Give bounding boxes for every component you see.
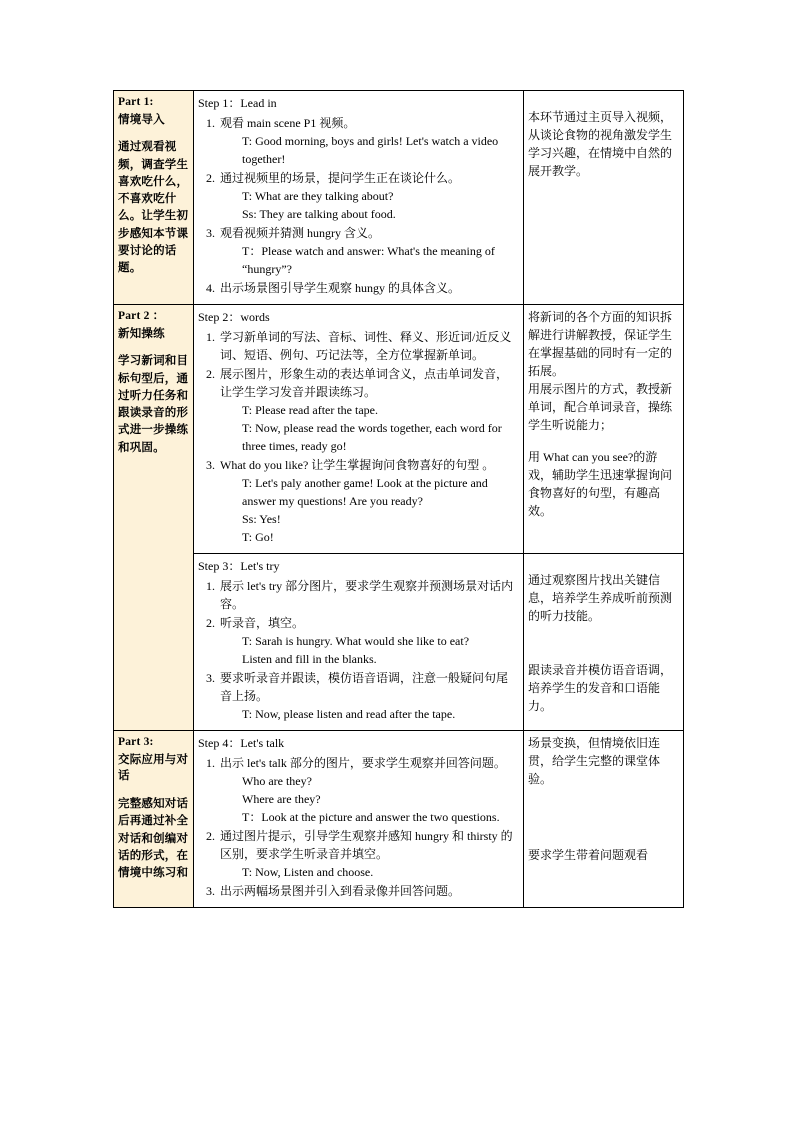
list-item: 3. 观看视频并猜测 hungry 含义。 T：Please watch and answer: What's the meaning of “hungry”? <box>218 224 519 278</box>
dialogue-line: T：Please watch and answer: What's the meaning of “hungry”? <box>242 244 495 276</box>
table-row <box>114 91 684 305</box>
note-text: 通过观察图片找出关键信息，培养学生养成听前预测的听力技能。 <box>528 573 673 623</box>
part-title: Part 3: <box>118 736 154 748</box>
list-item: 2. 通过视频里的场景，提问学生正在谈论什么。 T: What are they talking about? Ss: They are talking about food. <box>218 169 519 223</box>
step-heading: Step 2：words <box>198 310 270 324</box>
step-list <box>198 577 519 723</box>
note-text: 跟读录音并模仿语音语调，培养学生的发音和口语能力。 <box>528 663 673 713</box>
dialogue-line: Listen and fill in the blanks. <box>242 652 377 666</box>
part-subtitle: 新知操练 <box>118 327 165 340</box>
dialogue-line: T: Let's paly another game! Look at the picture and answer my questions! Are you ready? <box>242 476 488 508</box>
part-subtitle: 交际应用与对话 <box>118 753 189 783</box>
notes-cell-2 <box>524 305 684 554</box>
list-item: 3. 要求听录音并跟读，模仿语音语调，注意一般疑问句尾音上扬。 T: Now, please listen and read after the tape. <box>218 669 519 723</box>
table-row <box>114 305 684 554</box>
note-text: 场景变换，但情境依旧连贯，给学生完整的课堂体验。 <box>528 736 661 786</box>
note-text: 用展示图片的方式，教授新单词，配合单词录音，操练学生听说能力； <box>528 382 673 432</box>
list-item: 3. 出示两幅场景图并引入到看录像并回答问题。 <box>218 882 519 900</box>
part-title: Part 1: <box>118 96 154 108</box>
steps-cell-2 <box>194 305 524 554</box>
list-item: 2. 听录音，填空。 T: Sarah is hungry. What would she like to eat? Listen and fill in the blanks. <box>218 614 519 668</box>
part-description: 通过观看视频，调查学生喜欢吃什么，不喜欢吃什么。让学生初步感知本节课要讨论的话题。 <box>118 141 189 275</box>
note-text: 用 What can you see?的游戏，辅助学生迅速掌握询问食物喜好的句型，有趣高效。 <box>528 450 673 518</box>
list-item: 4. 出示场景图引导学生观察 hungy 的具体含义。 <box>218 279 519 297</box>
dialogue-line: T: Now, Listen and choose. <box>242 865 374 879</box>
part-description: 学习新词和目标句型后，通过听力任务和跟读录音的形式进一步操练和巩固。 <box>118 355 189 454</box>
part-cell-2 <box>114 305 194 731</box>
dialogue-line: Ss: They are talking about food. <box>242 207 396 221</box>
list-item: 1. 展示 let's try 部分图片，要求学生观察并预测场景对话内容。 <box>218 577 519 613</box>
lesson-plan-table <box>113 90 684 908</box>
dialogue-line: T: Now, please read the words together, each word for three times, ready go! <box>242 421 502 453</box>
note-text: 要求学生带着问题观看 <box>528 848 649 862</box>
table-row <box>114 731 684 908</box>
dialogue-line: Ss: Yes! <box>242 512 281 526</box>
notes-cell-4 <box>524 731 684 908</box>
list-item: 3. What do you like? 让学生掌握询问食物喜好的句型 。 T: Let's paly another game! Look at the picture and answer my questions! Are you ready? Ss: Yes! T: Go! <box>218 456 519 546</box>
list-item: 2. 通过图片提示，引导学生观察并感知 hungry 和 thirsty 的区别，要求学生听录音并填空。 T: Now, Listen and choose. <box>218 827 519 881</box>
part-title: Part 2 ： <box>118 310 165 322</box>
note-text: 本环节通过主页导入视频，从谈论食物的视角激发学生学习兴趣，在情境中自然的展开教学。 <box>528 110 673 178</box>
step-heading: Step 1：Lead in <box>198 96 277 110</box>
steps-cell-3 <box>194 554 524 731</box>
part-subtitle: 情境导入 <box>118 113 165 126</box>
dialogue-line: T：Look at the picture and answer the two questions. <box>242 810 500 824</box>
step-list <box>198 328 519 546</box>
dialogue-line: T: Now, please listen and read after the tape. <box>242 707 456 721</box>
step-heading: Step 4：Let's talk <box>198 736 285 750</box>
list-item: 1. 观看 main scene P1 视频。 T: Good morning, boys and girls! Let's watch a video together! <box>218 114 519 168</box>
dialogue-line: Who are they? <box>242 774 312 788</box>
note-text: 将新词的各个方面的知识拆解进行讲解教授，保证学生在掌握基础的同时有一定的拓展。 <box>528 310 673 378</box>
step-list <box>198 754 519 900</box>
notes-cell-3 <box>524 554 684 731</box>
dialogue-line: T: Go! <box>242 530 274 544</box>
part-description: 完整感知对话后再通过补全对话和创编对话的形式，在情境中练习和 <box>118 798 189 880</box>
dialogue-line: T: What are they talking about? <box>242 189 394 203</box>
steps-cell-4 <box>194 731 524 908</box>
notes-cell-1 <box>524 91 684 305</box>
step-heading: Step 3：Let's try <box>198 559 280 573</box>
steps-cell-1 <box>194 91 524 305</box>
list-item: 2. 展示图片，形象生动的表达单词含义，点击单词发音，让学生学习发音并跟读练习。 T: Please read after the tape. T: Now, please read the words together, each word for three times, ready go! <box>218 365 519 455</box>
table-row <box>114 554 684 731</box>
list-item: 1. 学习新单词的写法、音标、词性、释义、形近词/近反义词、短语、例句、巧记法等，全方位掌握新单词。 <box>218 328 519 364</box>
dialogue-line: T: Please read after the tape. <box>242 403 378 417</box>
dialogue-line: Where are they? <box>242 792 321 806</box>
list-item: 1. 出示 let's talk 部分的图片，要求学生观察并回答问题。 Who are they? Where are they? T：Look at the picture and answer the two questions. <box>218 754 519 826</box>
part-cell-1 <box>114 91 194 305</box>
dialogue-line: T: Good morning, boys and girls! Let's watch a video together! <box>242 134 499 166</box>
dialogue-line: T: Sarah is hungry. What would she like to eat? <box>242 634 470 648</box>
step-list <box>198 114 519 297</box>
part-cell-3 <box>114 731 194 908</box>
